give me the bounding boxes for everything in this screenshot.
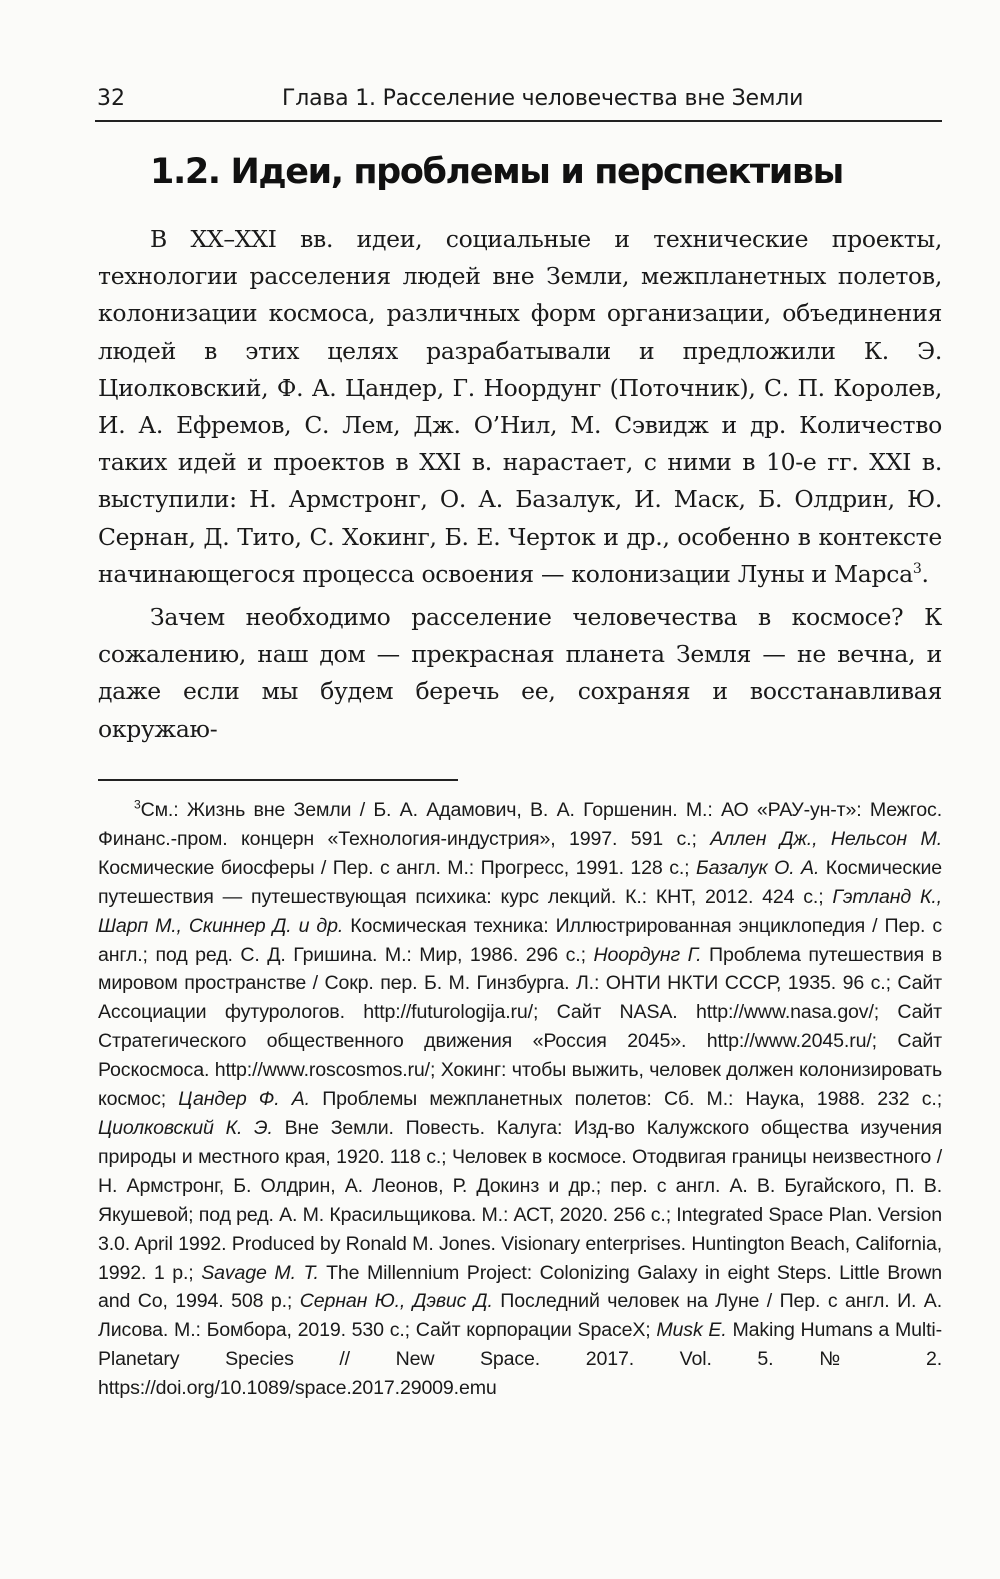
footnote-mark: 3: [134, 797, 141, 812]
footnote-segment: См.: Жизнь вне Земли / Б. А. Адамович, В. А. Горшенин. М.: АО «РАУ-ун-т»: Межгос. Финанс.-пром. концерн «Технология-индустрия», 1997. 591 с.;: [98, 799, 942, 850]
paragraph-2: Зачем необходимо расселение человечества в космосе? К сожалению, наш дом — прекрасная планета Земля — не вечна, и даже если мы будем беречь ее, сохраняя и восстанавливая окружаю-: [98, 603, 942, 743]
footnote-divider: [98, 779, 458, 781]
footnote-author: Циолковский К. Э.: [98, 1116, 273, 1139]
footnote-segment: Космические путешествия — путешествующая психика: курс лекций. К.: КНТ, 2012. 424 с.;: [98, 856, 942, 908]
footnote-author: Savage M. T.: [201, 1261, 319, 1284]
footnote-author: Цандер Ф. А.: [178, 1088, 310, 1111]
paragraph-1: [98, 221, 942, 593]
running-header: [95, 84, 942, 122]
paragraph-1-end: .: [921, 559, 929, 588]
footnote-segment: Вне Земли. Повесть. Калуга: Изд-во Калужского общества изучения природы и местного края, 1920. 118 с.; Человек в космосе. Отодвигая границы неизвестного / Н. Армстронг, Б. Олдрин, А. Леонов, Р. Докинз и др.; пер. с англ. А. В. Бугайского, П. В. Якушевой; под ред. А. М. Красильщикова. М.: АСТ, 2020. 256 с.; Integrated Space Plan. Version 3.0. April 1992. Produced by Ronald M. Jones. Visionary enterprises. Huntington Beach, California, 1992. 1 p.;: [98, 1116, 942, 1284]
footnote-reference: 3: [912, 561, 922, 577]
page-number: 32: [97, 86, 125, 111]
footnote-segment: Making Humans a Multi-Planetary Species // New Space. 2017. Vol. 5. № 2. https://doi.org/10.1089/space.2017.29009.emu: [98, 1319, 942, 1400]
paragraph-1-text: В XX–XXI вв. идеи, социальные и технические проекты, технологии расселения людей вне Земли, межпланетных полетов, колонизации космоса, различных форм организации, объединения людей в этих целях разрабатывали и предложили К. Э. Циолковский, Ф. А. Цандер, Г. Ноордунг (Поточник), С. П. Королев, И. А. Ефремов, С. Лем, Дж. О’Нил, М. Сэвидж и др. Количество таких идей и проектов в XXI в. нарастает, с ними в 10-е гг. XXI в. выступили: Н. Армстронг, О. А. Базалук, И. Маск, Б. Олдрин, Ю. Сернан, Д. Тито, С. Хокинг, Б. Е. Черток и др., особенно в контексте начинающегося процесса освоения — колонизации Луны и Марса: [98, 225, 942, 588]
footnote-segment: Проблемы межпланетных полетов: Сб. М.: Наука, 1988. 232 с.;: [309, 1088, 943, 1111]
footnote-author: Сернан Ю., Дэвис Д.: [299, 1290, 493, 1313]
footnote-segment: The Millennium Project: Colonizing Galaxy in eight Steps. Little Brown and Co, 1994. 508 p.;: [98, 1261, 943, 1313]
footnote-segment: Последний человек на Луне / Пер. с англ. И. А. Лисова. М.: Бомбора, 2019. 530 с.; Сайт корпорации SpaceX;: [98, 1290, 943, 1342]
footnote-segment: Космические биосферы / Пер. с англ. М.: Прогресс, 1991. 128 с.;: [98, 856, 696, 879]
footnote-segment: Проблема путешествия в мировом пространстве / Сокр. пер. Б. М. Гинзбурга. Л.: ОНТИ НКТИ СССР, 1935. 96 с.; Сайт Ассоциации футурологов. http://futurologija.ru/; Сайт NASA. http://www.nasa.gov/; Сайт Стратегического общественного движения «Россия 2045». http://www.2045.ru/; Сайт Роскосмоса. http://www.roscosmos.ru/; Хокинг: чтобы выжить, человек должен колонизировать космос;: [98, 943, 942, 1111]
footnote-author: Musk E.: [656, 1319, 727, 1342]
section-heading: 1.2. Идеи, проблемы и перспективы: [150, 152, 843, 192]
footnote-author: Гэтланд К., Шарп М., Скиннер Д. и др.: [98, 885, 942, 937]
footnote-author: Ноордунг Г.: [593, 943, 702, 966]
footnote-segment: Космическая техника: Иллюстрированная энциклопедия / Пер. с англ.; под ред. С. Д. Гришина. М.: Мир, 1986. 296 с.;: [98, 914, 942, 966]
footnote-author: Базалук О. А.: [695, 856, 820, 879]
footnote: [98, 796, 942, 1403]
body-text: [98, 221, 942, 748]
chapter-title: Глава 1. Расселение человечества вне Земли: [282, 86, 804, 111]
footnote-author: Аллен Дж., Нельсон М.: [710, 827, 943, 850]
